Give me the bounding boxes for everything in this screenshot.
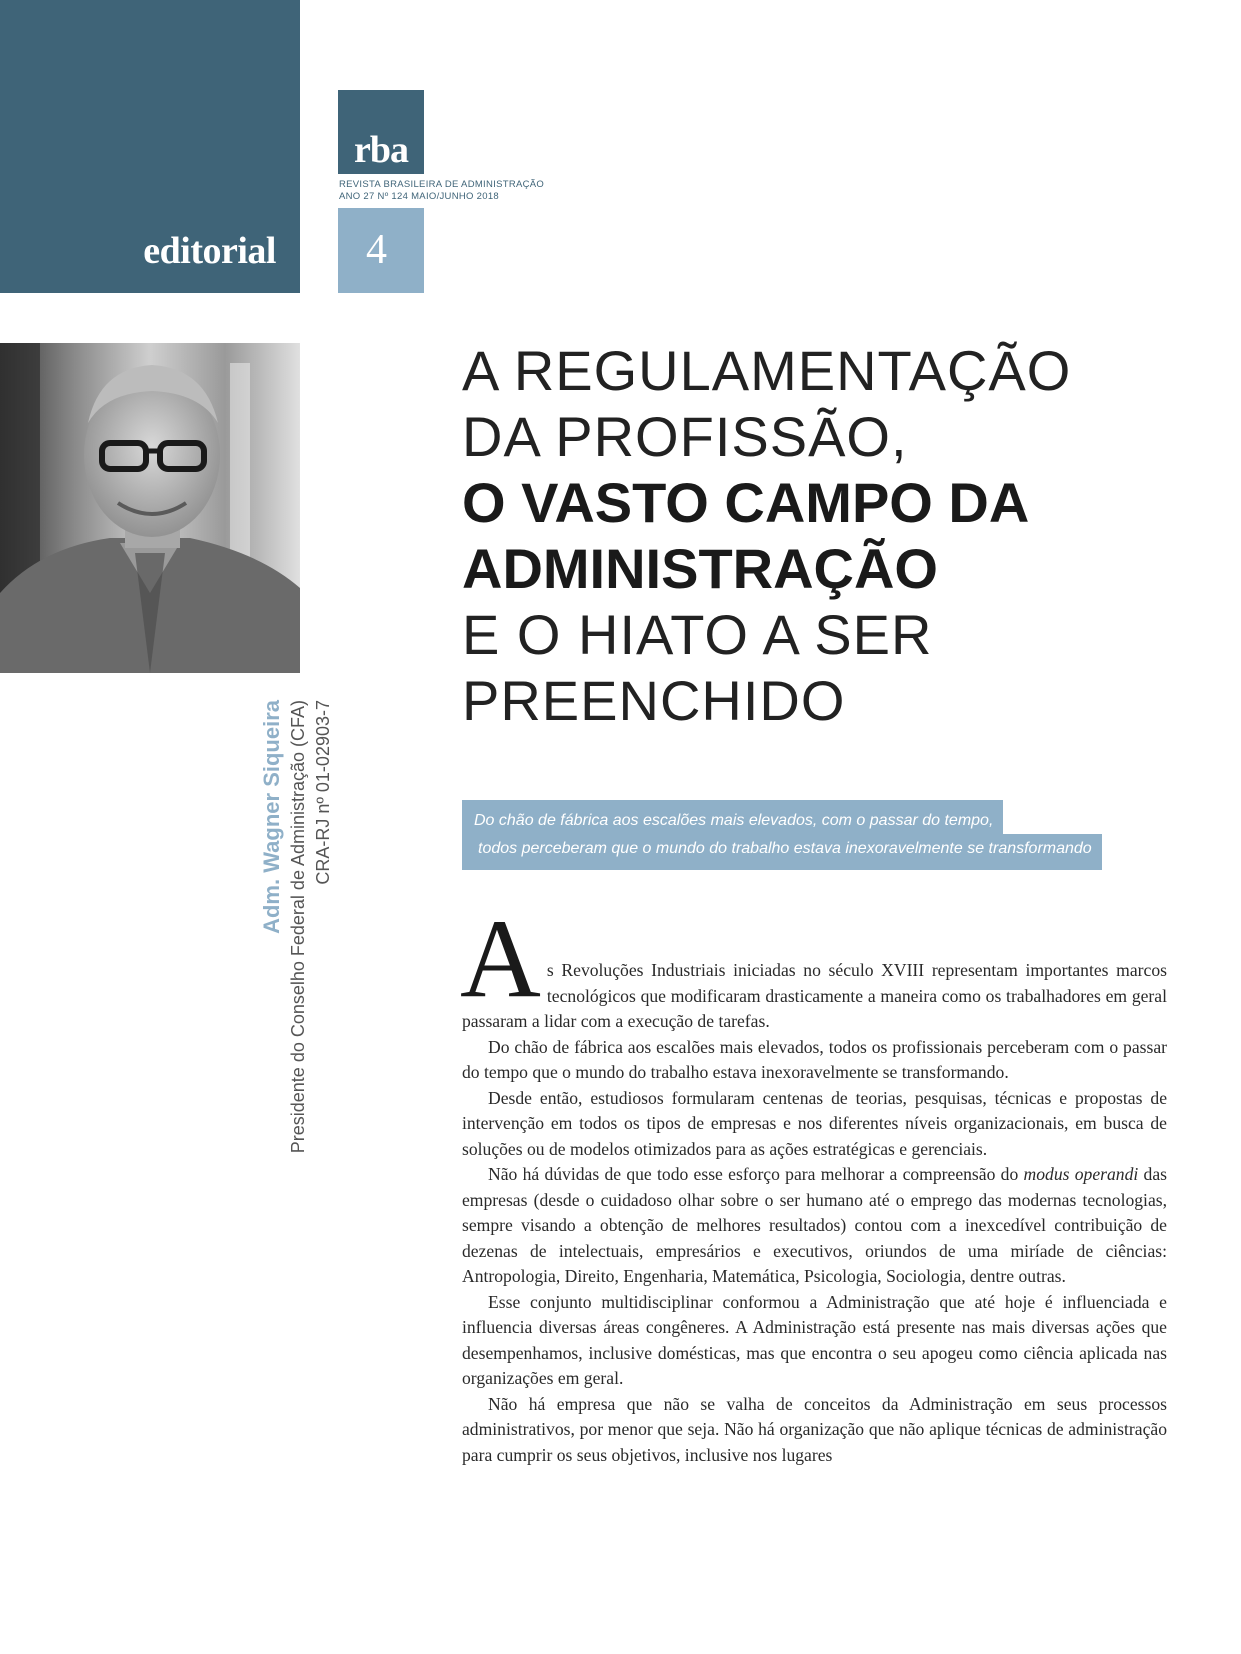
- italic-term: modus operandi: [1023, 1164, 1139, 1184]
- headline-line-bold: O VASTO CAMPO DA: [462, 471, 1030, 534]
- body-paragraph: [462, 1162, 1167, 1290]
- headline-line: DA PROFISSÃO,: [462, 405, 908, 468]
- magazine-logo: [338, 90, 424, 174]
- magazine-issue: ANO 27 Nº 124 MAIO/JUNHO 2018: [339, 191, 500, 202]
- lead-line: Do chão de fábrica aos escalões mais elevados, com o passar do tempo,: [462, 800, 1003, 835]
- body-paragraph: Desde então, estudiosos formularam centenas de teorias, pesquisas, técnicas e propostas de intervenção em todos os tipos de empresas e nos diferentes níveis organizacionais, em busca de soluções ou de modelos otimizados para as ações estratégicas e gerenciais.: [462, 1087, 1167, 1159]
- paragraph-text: Não há dúvidas de que todo esse esforço para melhorar a compreensão do: [488, 1164, 1024, 1184]
- paragraph-text: das empresas (desde o cuidadoso olhar sobre o ser humano até o emprego das modernas tecnologias, sempre visando a obtenção de melhores resultados) contou com a inexcedível contribuição de dezenas de intelectuais, empresários e executivos, oriundos de uma miríade de ciências: Antropologia, Direito, Engenharia, Matemática, Psicologia, Sociologia, dentre outras.: [462, 1164, 1168, 1286]
- logo-text: rba: [354, 129, 408, 171]
- page-number: 4: [366, 227, 387, 273]
- author-byline: [258, 700, 336, 1180]
- section-label: editorial: [143, 230, 276, 272]
- paragraph-text: s Revoluções Industriais iniciadas no século XVIII representam importantes marcos tecnológicos que modificaram drasticamente a maneira como os trabalhadores em geral passaram a lidar com a execução de tarefas.: [462, 960, 1167, 1031]
- headline-line: E O HIATO A SER: [462, 603, 933, 666]
- headline-line: PREENCHIDO: [462, 669, 846, 732]
- headline-line: A REGULAMENTAÇÃO: [462, 339, 1072, 402]
- lead-line: todos perceberam que o mundo do trabalho estava inexoravelmente se transformando: [462, 834, 1102, 870]
- article-headline: [462, 338, 1222, 734]
- author-registration: CRA-RJ nº 01-02903-7: [313, 700, 333, 885]
- author-role: Presidente do Conselho Federal de Administração (CFA): [288, 700, 308, 1154]
- article-body: [460, 897, 1168, 1468]
- headline-line-bold: ADMINISTRAÇÃO: [462, 537, 938, 600]
- author-photo: [0, 343, 300, 673]
- page-number-box: [338, 208, 424, 293]
- body-paragraph: [460, 897, 1167, 1035]
- body-paragraph: Esse conjunto multidisciplinar conformou a Administração que até hoje é influenciada e influencia diversas áreas congêneres. A Administração está presente nas mais diversas ações que desempenhamos, inclusive domésticas, mas que encontra o seu apogeu como ciência aplicada nas organizações em geral.: [462, 1291, 1167, 1388]
- body-paragraph: Do chão de fábrica aos escalões mais elevados, todos os profissionais perceberam com o passar do tempo que o mundo do trabalho estava inexoravelmente se transformando.: [462, 1036, 1167, 1082]
- section-header-block: [0, 0, 300, 293]
- body-paragraph: Não há empresa que não se valha de conceitos da Administração em seus processos administrativos, por menor que seja. Não há organização que não aplique técnicas de administração para cumprir os seus objetivos, inclusive nos lugares: [462, 1393, 1167, 1465]
- author-name: Adm. Wagner Siqueira: [259, 700, 284, 934]
- drop-cap: A: [460, 897, 541, 1021]
- magazine-name: REVISTA BRASILEIRA DE ADMINISTRAÇÃO: [339, 179, 545, 190]
